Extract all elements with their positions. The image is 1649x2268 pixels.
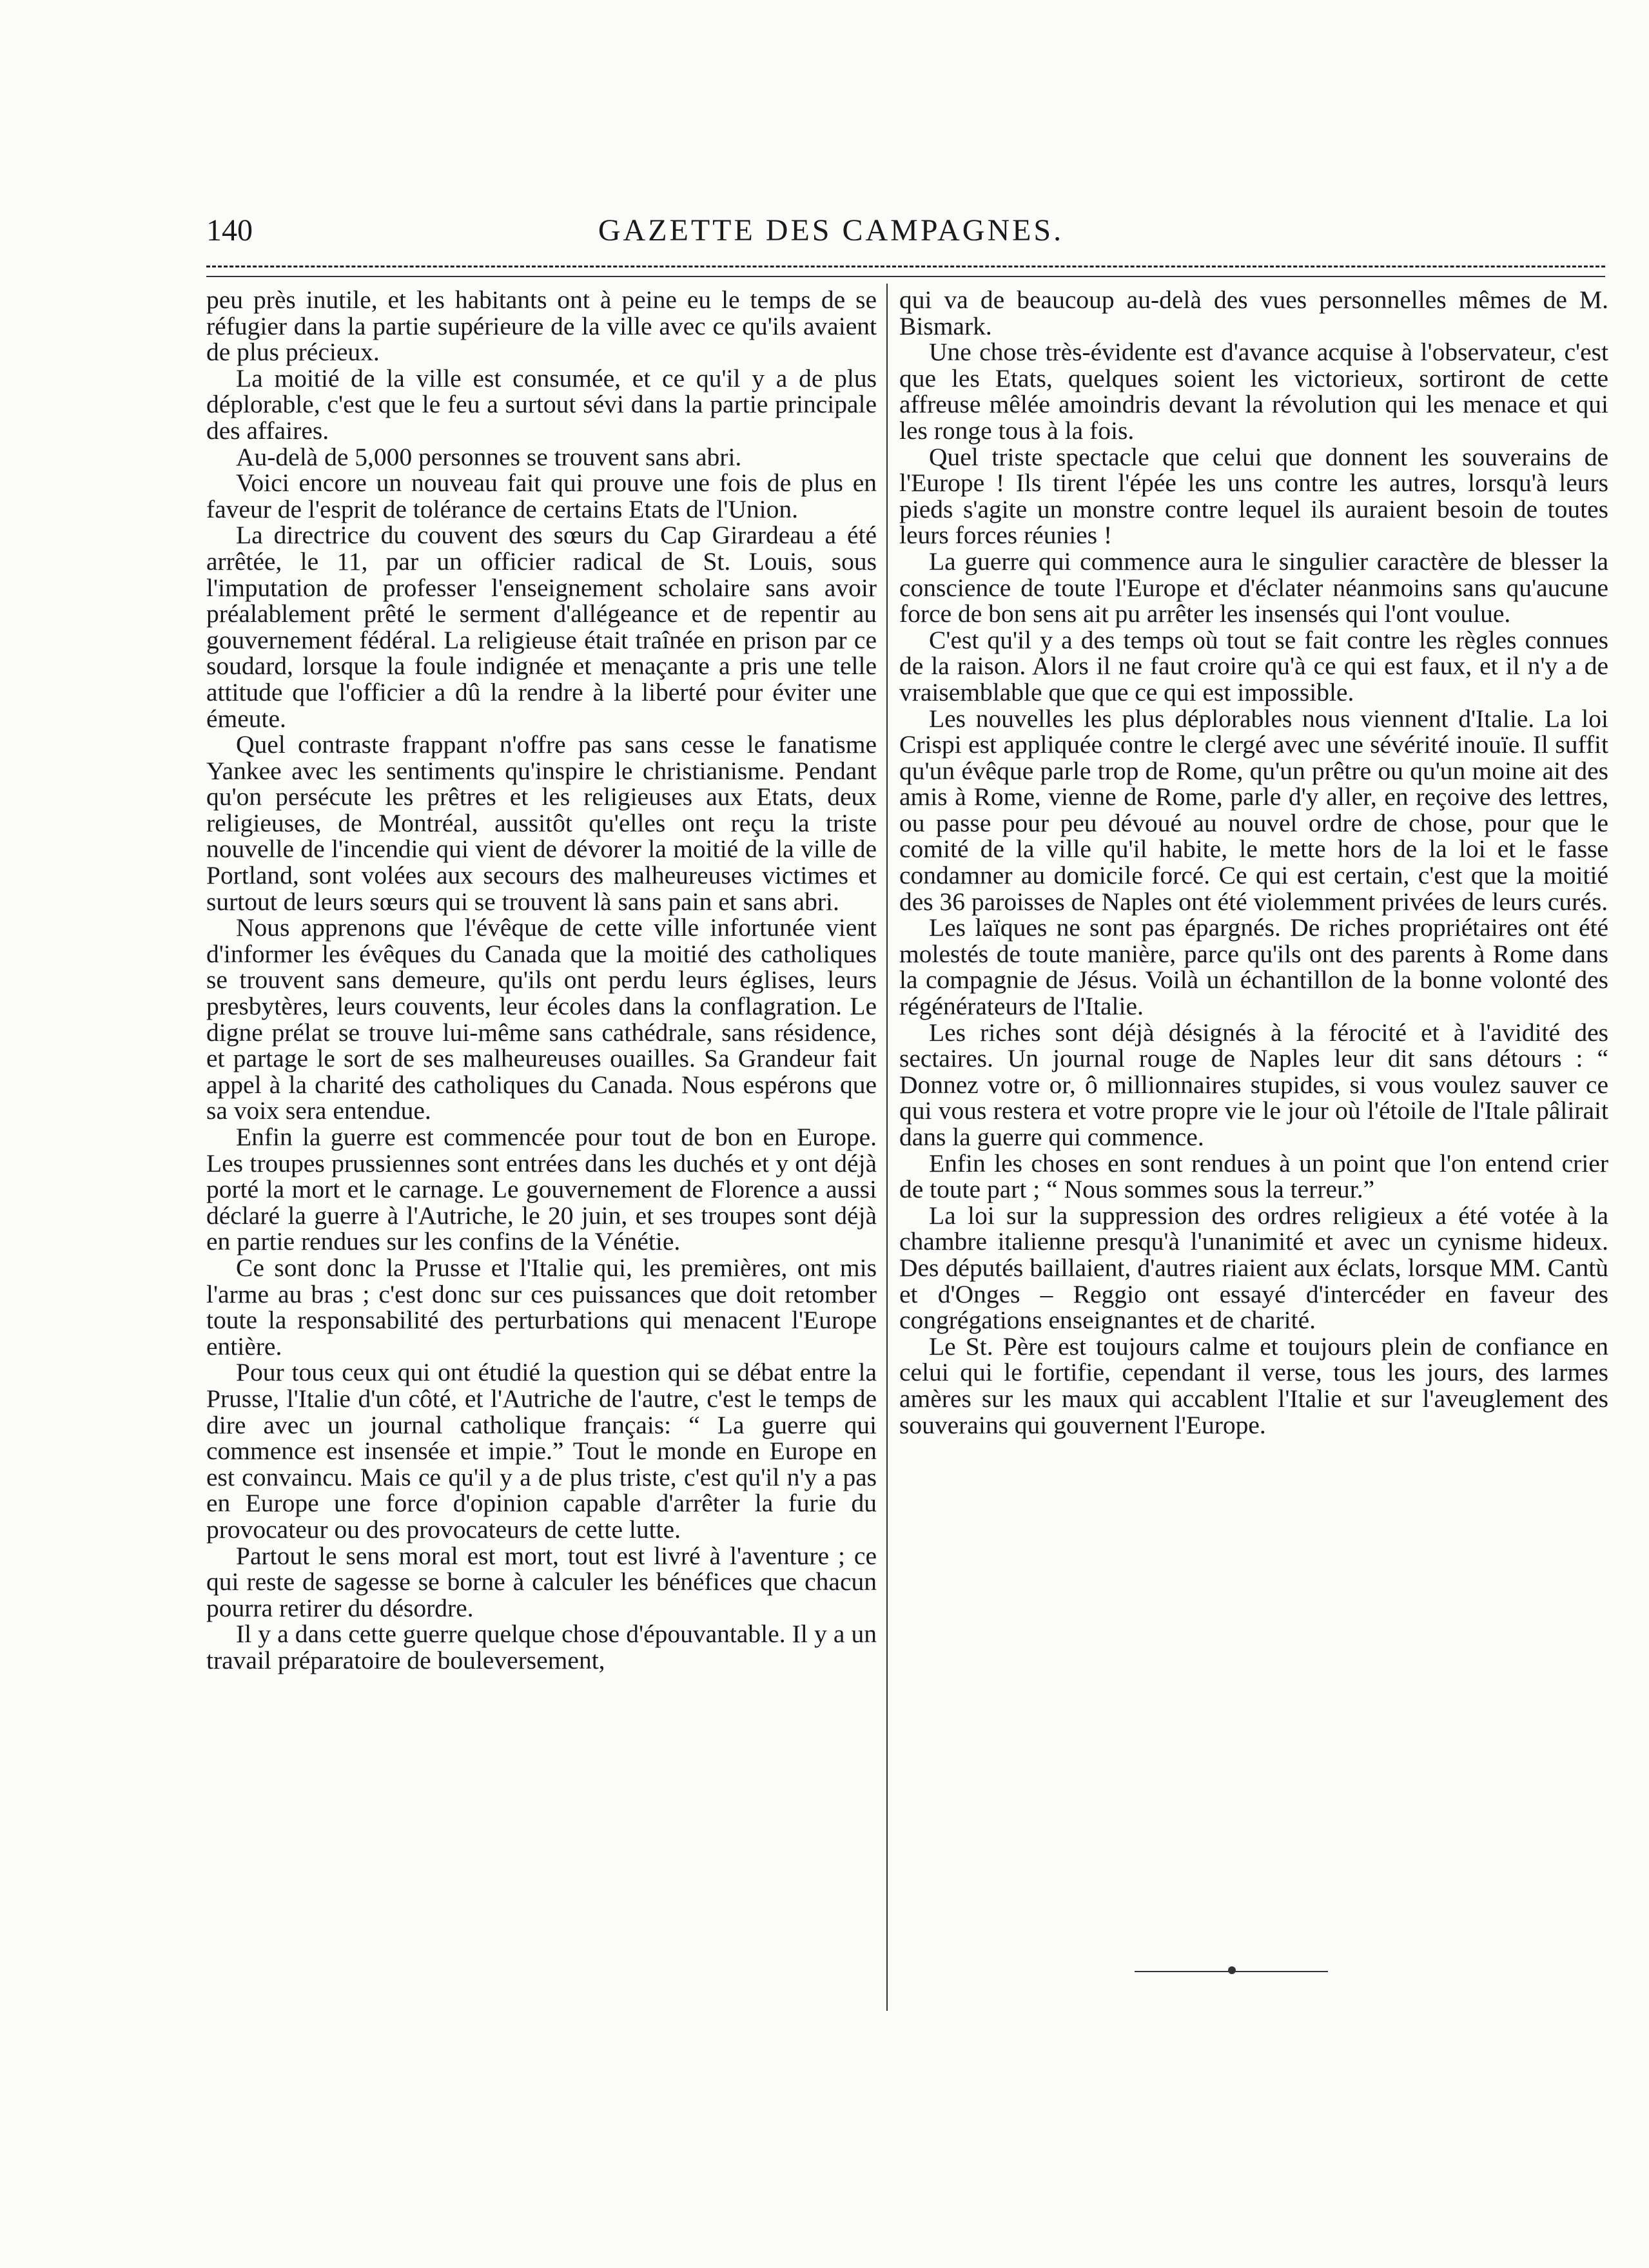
page-title: GAZETTE DES CAMPAGNES.: [598, 213, 1064, 247]
paragraph: Les nouvelles les plus déplorables nous viennent d'Italie. La loi Crispi est appliquée contre le clergé avec une sévérité inouïe. Il suffit qu'un évêque parle trop de Rome, qu'un prêtre ou qu'un moine ait des amis à Rome, vienne de Rome, parle d'y aller, en reçoive des lettres, ou passe pour peu dévoué au nouvel ordre de chose, pour que le comité de la ville qu'il habite, le mette hors de la loi et le fasse condamner au domicile forcé. Ce qui est certain, c'est que la moitié des 36 paroisses de Naples ont été violemment privées de leurs curés.: [899, 704, 1608, 916]
left-column: [206, 287, 877, 1673]
end-ornament: [1228, 1966, 1236, 1974]
paragraph: Quel contraste frappant n'offre pas sans cesse le fanatisme Yankee avec les sentiments qu'inspire le christianisme. Pendant qu'on persécute les prêtres et les religieuses aux Etats, deux religieuses, de Montréal, aussitôt qu'elles ont reçu la triste nouvelle de l'incendie qui vient de dévorer la moitié de la ville de Portland, sont volées aux secours des malheureuses victimes et surtout de leurs sœurs qui se trouvent là sans pain et sans abri.: [206, 730, 877, 916]
paragraph: Il y a dans cette guerre quelque chose d'épouvantable. Il y a un travail préparatoire de bouleversement,: [206, 1620, 877, 1674]
paragraph: Les riches sont déjà désignés à la férocité et à l'avidité des sectaires. Un journal rouge de Naples leur dit sans détours : “ Donnez votre or, ô millionnaires stupides, si vous voulez sauver ce qui vous restera et votre propre vie le jour où l'étoile de l'Itale pâlirait dans la guerre qui commence.: [899, 1018, 1608, 1151]
paragraph: La loi sur la suppression des ordres religieux a été votée à la chambre italienne presqu'à l'unanimité et avec un cynisme hideux. Des députés baillaient, d'autres riaient aux éclats, lorsque MM. Cantù et d'Onges – Reggio ont essayé d'intercéder en faveur des congrégations enseignantes et de charité.: [899, 1201, 1608, 1335]
paragraph: La moitié de la ville est consumée, et ce qu'il y a de plus déplorable, c'est que le feu a surtout sévi dans la partie principale des affaires.: [206, 363, 877, 445]
paragraph: peu près inutile, et les habitants ont à peine eu le temps de se réfugier dans la partie supérieure de la ville avec ce qu'ils avaient de plus précieux.: [206, 286, 877, 367]
page-number: 140: [206, 213, 253, 247]
paragraph: Nous apprenons que l'évêque de cette ville infortunée vient d'informer les évêques du Canada que la moitié des catholiques se trouvent sans demeure, qu'ils ont perdu leurs églises, leurs presbytères, leurs couvents, leur écoles dans la conflagration. Le digne prélat se trouve lui-même sans cathédrale, sans résidence, et partage le sort de ses malheureuses ouailles. Sa Grandeur fait appel à la charité des catholiques du Canada. Nous espérons que sa voix sera entendue.: [206, 913, 877, 1125]
paragraph: Voici encore un nouveau fait qui prouve une fois de plus en faveur de l'esprit de tolérance de certains Etats de l'Union.: [206, 469, 877, 523]
paragraph: Le St. Père est toujours calme et toujours plein de confiance en celui qui le fortifie, cependant il verse, tous les jours, des larmes amères sur les maux qui accablent l'Italie et sur l'aveuglement des souverains qui gouvernent l'Europe.: [899, 1332, 1608, 1439]
right-column: [899, 287, 1608, 1438]
paragraph: C'est qu'il y a des temps où tout se fait contre les règles connues de la raison. Alors il ne faut croire qu'à ce qui est faux, et il n'y a de vraisemblable que que ce qui est impossible.: [899, 625, 1608, 706]
paragraph: Une chose très-évidente est d'avance acquise à l'observateur, c'est que les Etats, quelques soient les victorieux, sortiront de cette affreuse mêlée amoindris devant la révolution qui les menace et qui les ronge tous à la fois.: [899, 338, 1608, 445]
paragraph: Ce sont donc la Prusse et l'Italie qui, les premières, ont mis l'arme au bras ; c'est donc sur ces puissances que doit retomber toute la responsabilité des perturbations qui menacent l'Europe entière.: [206, 1253, 877, 1361]
paragraph: Au-delà de 5,000 personnes se trouvent sans abri.: [236, 442, 742, 471]
paragraph: La directrice du couvent des sœurs du Cap Girardeau a été arrêtée, le 11, par un officier radical de St. Louis, sous l'imputation de professer l'enseignement scholaire sans avoir préalablement prêté le serment d'allégeance et de repentir au gouvernement fédéral. La religieuse était traînée en prison par ce soudard, lorsque la foule indignée et menaçante a pris une telle attitude que l'officier a dû la rendre à la liberté pour éviter une émeute.: [206, 521, 877, 733]
column-divider: [886, 284, 888, 2011]
paragraph: Partout le sens moral est mort, tout est livré à l'aventure ; ce qui reste de sagesse se borne à calculer les bénéfices que chacun pourra retirer du désordre.: [206, 1541, 877, 1622]
paragraph: qui va de beaucoup au-delà des vues personnelles mêmes de M. Bismark.: [899, 286, 1608, 340]
paragraph: Pour tous ceux qui ont étudié la question qui se débat entre la Prusse, l'Italie d'un côté, et l'Autriche de l'autre, c'est le temps de dire avec un journal catholique français: “ La guerre qui commence est insensée et impie.” Tout le monde en Europe en est convaincu. Mais ce qu'il y a de plus triste, c'est qu'il n'y a pas en Europe une force d'opinion capable d'arrêter la furie du provocateur ou des provocateurs de cette lutte.: [206, 1358, 877, 1544]
paragraph: La guerre qui commence aura le singulier caractère de blesser la conscience de toute l'Europe et d'éclater néanmoins sans qu'aucune force de bon sens ait pu arrêter les insensés qui l'ont voulue.: [899, 547, 1608, 628]
header-rule: [206, 276, 1605, 277]
paragraph: Les laïques ne sont pas épargnés. De riches propriétaires ont été molestés de toute manière, parce qu'ils ont des parents à Rome dans la compagnie de Jésus. Voilà un échantillon de la bonne volonté des régénérateurs de l'Italie.: [899, 913, 1608, 1021]
page-header: [206, 213, 1456, 251]
paragraph: Quel triste spectacle que celui que donnent les souverains de l'Europe ! Ils tirent l'épée les uns contre les autres, lorsqu'à leurs pieds s'agite un monstre contre lequel ils auraient besoin de toutes leurs forces réunies !: [899, 442, 1608, 550]
header-rule-dashed: [206, 266, 1605, 267]
paragraph: Enfin la guerre est commencée pour tout de bon en Europe. Les troupes prussiennes sont entrées dans les duchés et y ont déjà porté la mort et le carnage. Le gouvernement de Florence a aussi déclaré la guerre à l'Autriche, le 20 juin, et ses troupes sont déjà en partie rendues sur les confins de la Vénétie.: [206, 1123, 877, 1256]
paragraph: Enfin les choses en sont rendues à un point que l'on entend crier de toute part ; “ Nous sommes sous la terreur.”: [899, 1149, 1608, 1204]
